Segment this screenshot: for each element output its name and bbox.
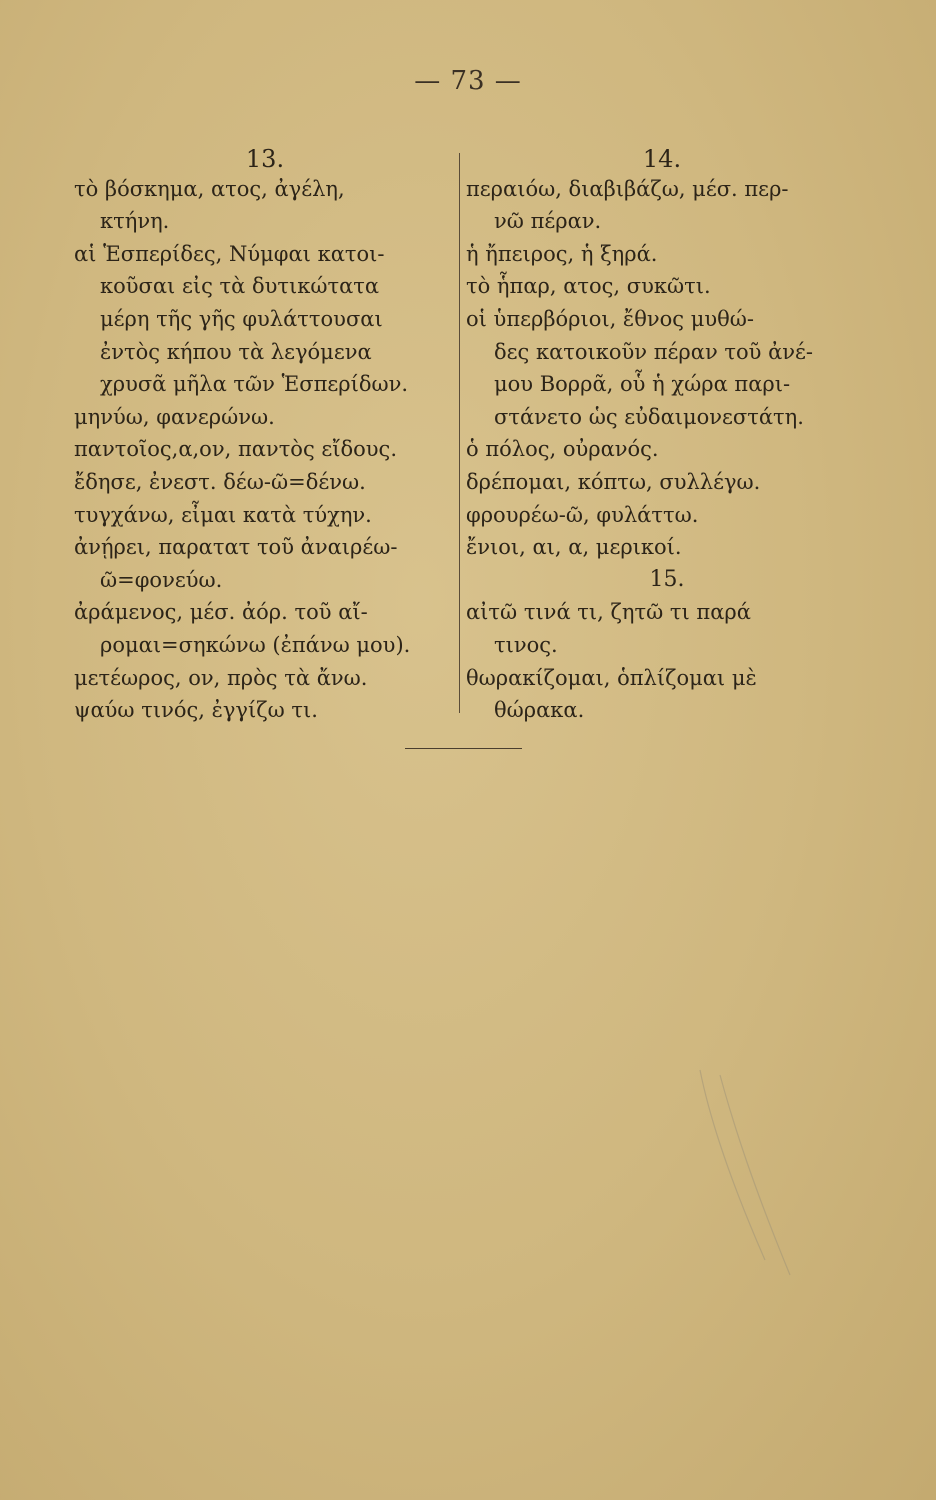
text-line: αἱ Ἑσπερίδες, Νύμφαι κατοι-: [74, 241, 385, 266]
text-line: μετέωρος, ον, πρὸς τὰ ἄνω.: [74, 665, 368, 690]
text-line: ἔνιοι, αι, α, μερικοί.: [466, 535, 682, 560]
text-line: στάνετο ὡς εὐδαιμονεστάτη.: [494, 404, 804, 429]
text-line: ἔδησε, ἐνεστ. δέω-ῶ=δένω.: [74, 469, 366, 494]
text-line: ἀράμενος, μέσ. ἀόρ. τοῦ αἴ-: [74, 600, 368, 625]
text-line: παντοῖος,α,ον, παντὸς εἴδους.: [74, 437, 397, 462]
text-line: αἰτῶ τινά τι, ζητῶ τι παρά: [466, 600, 751, 625]
section-heading-13: 13.: [245, 145, 285, 173]
text-line: κτήνη.: [100, 209, 170, 234]
text-line: δες κατοικοῦν πέραν τοῦ ἀνέ-: [494, 339, 814, 364]
text-line: ὁ πόλος, οὐρανός.: [466, 437, 659, 462]
pencil-mark: [680, 1060, 810, 1300]
text-line: δρέπομαι, κόπτω, συλλέγω.: [466, 469, 761, 494]
text-line: τὸ ἧπαρ, ατος, συκῶτι.: [466, 274, 711, 299]
text-line: ρομαι=σηκώνω (ἐπάνω μου).: [100, 632, 411, 657]
text-line: μου Βορρᾶ, οὗ ἡ χώρα παρι-: [494, 372, 791, 397]
text-line: μέρη τῆς γῆς φυλάττουσαι: [100, 306, 383, 331]
text-line: τινος.: [494, 632, 558, 657]
section-heading-15: 15.: [649, 566, 685, 592]
text-line: ἐντὸς κήπου τὰ λεγόμενα: [100, 339, 372, 364]
text-line: φρουρέω-ῶ, φυλάττω.: [466, 502, 699, 527]
text-line: θωρακίζομαι, ὁπλίζομαι μὲ: [466, 665, 757, 690]
text-line: ἡ ἤπειρος, ἡ ξηρά.: [466, 241, 658, 266]
text-line: οἱ ὑπερβόριοι, ἔθνος μυθώ-: [466, 306, 754, 331]
text-line: ἀνῄρει, παρατατ τοῦ ἀναιρέω-: [74, 535, 398, 560]
text-line: τὸ βόσκημα, ατος, ἀγέλη,: [74, 176, 345, 201]
section-heading-14: 14.: [642, 145, 682, 173]
left-column: [74, 140, 456, 727]
text-line: περαιόω, διαβιβάζω, μέσ. περ-: [466, 176, 789, 201]
end-rule: [405, 748, 522, 749]
text-line: χρυσᾶ μῆλα τῶν Ἑσπερίδων.: [100, 372, 409, 397]
column-divider: [459, 153, 460, 713]
text-line: ῶ=φονεύω.: [100, 567, 223, 592]
text-line: τυγχάνω, εἶμαι κατὰ τύχην.: [74, 502, 372, 527]
right-column: [466, 140, 858, 727]
text-line: νῶ πέραν.: [494, 209, 602, 234]
page-number: — 73 —: [414, 66, 522, 96]
text-line: ψαύω τινός, ἐγγίζω τι.: [74, 698, 318, 723]
text-line: μηνύω, φανερώνω.: [74, 404, 275, 429]
text-line: θώρακα.: [494, 698, 585, 723]
text-line: κοῦσαι εἰς τὰ δυτικώτατα: [100, 274, 380, 299]
